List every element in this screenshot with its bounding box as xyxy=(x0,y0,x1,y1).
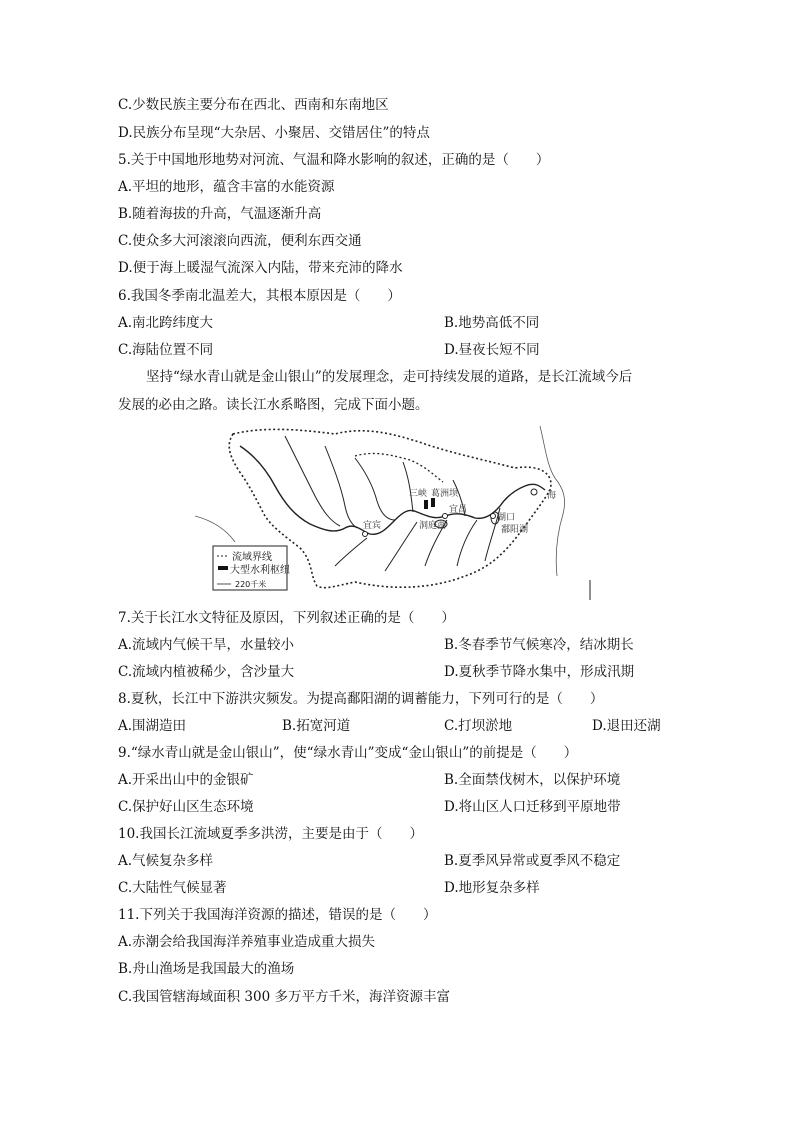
coastline xyxy=(540,426,565,576)
option-10b: B.夏季风异常或夏季风不稳定 xyxy=(444,853,621,869)
option-7b: B.冬春季节气候寒冷，结冰期长 xyxy=(444,637,634,653)
option-6c: C.海陆位置不同 xyxy=(118,342,214,358)
label-poyang: 鄱阳湖 xyxy=(501,525,529,535)
option-5d: D.便于海上暖湿气流深入内陆，带来充沛的降水 xyxy=(118,260,403,276)
option-8a: A.围湖造田 xyxy=(118,718,187,734)
option-11b: B.舟山渔场是我国最大的渔场 xyxy=(118,961,295,977)
option-11a: A.赤潮会给我国海洋养殖事业造成重大损失 xyxy=(118,934,376,950)
legend-boundary: 流域界线 xyxy=(232,552,272,563)
legend-hub: 大型水利枢纽 xyxy=(230,565,290,576)
option-7d: D.夏秋季节降水集中，形成汛期 xyxy=(444,664,635,680)
text-line: D.民族分布呈现“大杂居、小聚居、交错居住”的特点 xyxy=(118,125,430,141)
sanxia-dam-icon xyxy=(424,500,428,509)
legend-scale: 220千米 xyxy=(235,580,267,589)
option-9d: D.将山区人口迁移到平原地带 xyxy=(444,799,621,815)
option-10d: D.地形复杂多样 xyxy=(444,880,540,896)
question-6: 6.我国冬季南北温差大，其根本原因是（ ） xyxy=(118,288,401,304)
question-8: 8.夏秋，长江中下游洪灾频发。为提高鄱阳湖的调蓄能力，下列可行的是（ ） xyxy=(118,691,604,707)
option-5b: B.随着海拔的升高，气温逐渐升高 xyxy=(118,206,322,222)
label-yibin: 宜宾 xyxy=(363,521,382,531)
label-yichang: 宜昌 xyxy=(449,505,468,515)
label-gezhouba: 葛洲坝 xyxy=(431,489,459,499)
option-7a: A.流域内气候干旱，水量较小 xyxy=(118,637,295,653)
option-7c: C.流域内植被稀少，含沙量大 xyxy=(118,664,295,680)
question-5: 5.关于中国地形地势对河流、气温和降水影响的叙述，正确的是（ ） xyxy=(118,152,550,168)
label-hukou: 湖口 xyxy=(497,513,516,523)
option-10c: C.大陆性气候显著 xyxy=(118,880,227,896)
option-8b: B.拓宽河道 xyxy=(282,718,351,734)
intro-paragraph-2: 发展的必由之路。读长江水系略图，完成下面小题。 xyxy=(118,397,429,413)
option-9a: A.开采出山中的金银矿 xyxy=(118,772,254,788)
option-5a: A.平坦的地形，蕴含丰富的水能资源 xyxy=(118,179,335,195)
option-10a: A.气候复杂多样 xyxy=(118,853,214,869)
label-sanxia: 三峡 xyxy=(409,489,428,499)
option-9c: C.保护好山区生态环境 xyxy=(118,799,254,815)
question-10: 10.我国长江流域夏季多洪涝，主要是由于（ ） xyxy=(118,826,423,842)
yangtze-river-map xyxy=(195,416,605,600)
gezhouba-dam-icon xyxy=(431,498,435,507)
option-6d: D.昼夜长短不同 xyxy=(444,342,540,358)
option-9b: B.全面禁伐树木，以保护环境 xyxy=(444,772,621,788)
text-line: C.少数民族主要分布在西北、西南和东南地区 xyxy=(118,97,389,113)
option-8d: D.退田还湖 xyxy=(592,718,661,734)
label-dongting: 洞庭湖 xyxy=(419,521,447,531)
option-6a: A.南北跨纬度大 xyxy=(118,315,214,331)
option-5c: C.使众多大河滚滚向西流，便利东西交通 xyxy=(118,233,362,249)
option-6b: B.地势高低不同 xyxy=(444,315,540,331)
option-11c: C.我国管辖海域面积 300 多万平方千米，海洋资源丰富 xyxy=(118,989,450,1005)
question-9: 9.“绿水青山就是金山银山”，使“绿水青山”变成“金山银山”的前提是（ ） xyxy=(118,745,578,761)
map-legend xyxy=(213,546,290,590)
intro-paragraph: 坚持“绿水青山就是金山银山”的发展理念，走可持续发展的道路，是长江流域今后 xyxy=(146,369,633,385)
question-7: 7.关于长江水文特征及原因，下列叙述正确的是（ ） xyxy=(118,610,455,626)
option-8c: C.打坝淤地 xyxy=(444,718,513,734)
label-sea: 海 xyxy=(547,491,557,501)
question-11: 11.下列关于我国海洋资源的描述，错误的是（ ） xyxy=(118,907,437,923)
